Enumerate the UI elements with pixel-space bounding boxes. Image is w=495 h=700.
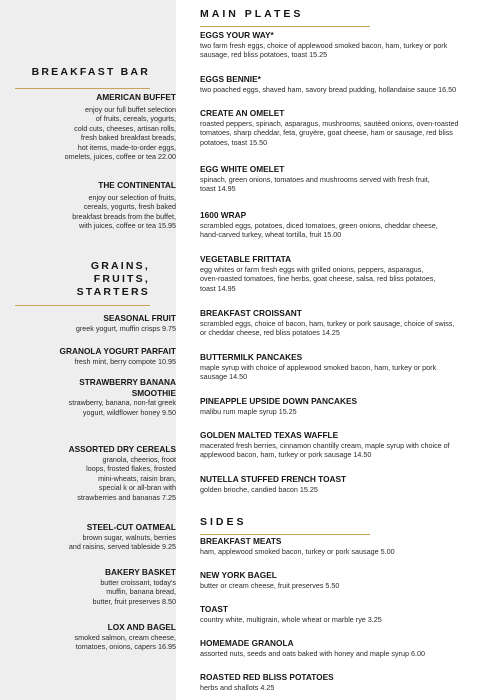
menu-item-egg-white-omelet	[176, 164, 495, 194]
grains-title-line: FRUITS,	[93, 273, 150, 285]
item-desc-line: scrambled eggs, potatoes, diced tomatoes, green onions, cheddar cheese,	[200, 220, 438, 230]
menu-item-eggs-your-way	[176, 30, 495, 60]
menu-item-strawberry-banana-smoothie	[0, 377, 203, 417]
menu-item-breakfast-croissant	[176, 308, 495, 338]
item-desc-line: applewood bacon, ham, turkey or pork sausage 14.50	[200, 450, 372, 459]
item-name: BUTTERMILK PANCAKES	[200, 352, 303, 362]
item-desc-line: cold cuts, cheeses, artisan rolls,	[74, 123, 176, 133]
item-desc-line: smoked salmon, cream cheese,	[74, 632, 176, 642]
item-desc-line: tomatoes, onions, capers 16.95	[75, 642, 176, 651]
item-desc-line: enjoy our full buffet selection	[85, 104, 176, 114]
menu-item-bakery-basket	[0, 567, 203, 606]
sides-section	[200, 516, 490, 535]
menu-item-granola-yogurt-parfait	[0, 346, 203, 366]
menu-item-the-continental	[0, 180, 203, 231]
item-desc-line: breakfast breads from the buffet,	[72, 211, 176, 221]
item-name: SEASONAL FRUIT	[103, 313, 176, 323]
item-desc-line: scrambled eggs, choice of bacon, ham, turkey or pork sausage, choice of swiss,	[200, 318, 455, 328]
item-name: NEW YORK BAGEL	[200, 570, 277, 580]
item-desc-line: of fruits, cereals, yogurts,	[95, 114, 176, 123]
item-desc-line: fresh baked breakfast breads,	[80, 133, 176, 142]
menu-item-1600-wrap	[176, 210, 495, 240]
item-desc-line: golden brioche, candied bacon 15.25	[200, 484, 318, 494]
menu-item-eggs-bennie	[176, 74, 495, 94]
item-desc-line: potatoes, toast 15.50	[200, 137, 268, 147]
item-desc-line: yogurt, wildflower honey 9.50	[82, 407, 176, 417]
menu-item-assorted-dry-cereals	[0, 444, 203, 502]
item-desc-line: roasted peppers, spinach, asparagus, mushrooms, sautéed onions, oven-roasted	[200, 118, 459, 128]
item-name: SMOOTHIE	[131, 387, 176, 398]
main-plates-section	[200, 8, 490, 27]
item-name: PINEAPPLE UPSIDE DOWN PANCAKES	[200, 396, 358, 406]
menu-item-american-buffet	[0, 92, 203, 162]
item-desc-line: ham, applewood smoked bacon, turkey or pork sausage 5.00	[200, 546, 395, 556]
item-desc-line: maple syrup with choice of applewood smoked bacon, ham, turkey or pork	[200, 362, 437, 372]
item-desc-line: strawberry, banana, non-fat greek	[68, 398, 176, 407]
menu-item-toast	[176, 604, 495, 624]
item-desc-line: egg whites or farm fresh eggs with grilled onions, peppers, asparagus,	[200, 264, 424, 274]
item-desc-line: sausage, red bliss potatoes, toast 15.25	[200, 50, 328, 59]
item-name: CREATE AN OMELET	[200, 108, 285, 118]
breakfast-bar-section	[0, 66, 176, 89]
item-desc-line: special k or all-bran with	[98, 483, 176, 492]
menu-item-breakfast-meats	[176, 536, 495, 556]
item-name: AMERICAN BUFFET	[96, 92, 176, 102]
breakfast-bar-divider	[15, 88, 150, 89]
item-name: BREAKFAST MEATS	[200, 536, 282, 546]
item-name: STRAWBERRY BANANA	[79, 377, 176, 387]
item-name: 1600 WRAP	[200, 210, 247, 220]
sides-title: SIDES	[200, 516, 247, 528]
right-column	[176, 0, 495, 700]
item-desc-line: herbs and shallots 4.25	[200, 682, 275, 692]
item-name: EGG WHITE OMELET	[200, 164, 285, 174]
item-desc-line: assorted nuts, seeds and oats baked with honey and maple syrup 6.00	[200, 648, 425, 658]
grains-title-line: STARTERS	[76, 286, 150, 298]
item-desc-line: butter croissant, today's	[100, 577, 176, 587]
item-desc-line: toast 14.95	[200, 184, 236, 193]
item-name: NUTELLA STUFFED FRENCH TOAST	[200, 474, 347, 484]
item-name: HOMEMADE GRANOLA	[200, 638, 294, 648]
item-desc-line: two farm fresh eggs, choice of applewood smoked bacon, ham, turkey or pork	[200, 40, 448, 50]
menu-item-vegetable-frittata	[176, 254, 495, 293]
menu-item-new-york-bagel	[176, 570, 495, 590]
menu-item-lox-and-bagel	[0, 622, 203, 652]
item-desc-line: hot items, made-to-order eggs,	[77, 142, 176, 152]
item-name: LOX AND BAGEL	[107, 622, 176, 632]
menu-item-golden-malted-texas-waffle	[176, 430, 495, 460]
menu-item-roasted-red-bliss-potatoes	[176, 672, 495, 692]
item-desc-line: mini-wheats, raisin bran,	[98, 473, 176, 483]
item-desc-line: malibu rum maple syrup 15.25	[200, 406, 297, 416]
main-plates-title: MAIN PLATES	[200, 8, 304, 20]
item-name: ROASTED RED BLISS POTATOES	[200, 672, 334, 682]
left-column	[0, 0, 176, 700]
item-desc-line: or cheddar cheese, red bliss potatoes 14.25	[200, 328, 340, 337]
item-name: STEEL-CUT OATMEAL	[86, 522, 176, 532]
item-desc-line: loops, frosted flakes, frosted	[86, 464, 176, 473]
item-desc-line: country white, multigrain, whole wheat or marble rye 3.25	[200, 614, 382, 624]
breakfast-bar-title: BREAKFAST BAR	[31, 66, 150, 78]
grains-section	[0, 260, 176, 306]
item-desc-line: greek yogurt, muffin crisps 9.75	[75, 323, 176, 333]
item-name: GRANOLA YOGURT PARFAIT	[59, 346, 176, 356]
item-desc-line: fresh mint, berry compote 10.95	[74, 356, 176, 366]
menu-item-seasonal-fruit	[0, 313, 203, 333]
main-plates-divider	[200, 26, 370, 27]
item-desc-line: muffin, banana bread,	[106, 587, 176, 596]
menu-item-create-an-omelet	[176, 108, 495, 147]
item-desc-line: oven-roasted tomatoes, fine herbs, goat cheese, salsa, red bliss potatoes,	[200, 274, 436, 283]
item-desc-line: with juices, coffee or tea 15.95	[79, 221, 176, 230]
item-desc-line: butter, fruit preserves 8.50	[92, 596, 176, 606]
item-desc-line: brown sugar, walnuts, berries	[82, 532, 176, 542]
item-name: EGGS YOUR WAY*	[200, 30, 274, 40]
item-desc-line: two poached eggs, shaved ham, savory bread pudding, hollandaise sauce 16.50	[200, 84, 457, 94]
item-desc-line: hand-carved turkey, wheat tortilla, fruit 15.00	[200, 230, 342, 239]
item-desc-line: enjoy our selection of fruits,	[88, 192, 176, 202]
item-desc-line: spinach, green onions, tomatoes and mushrooms served with fresh fruit,	[200, 174, 430, 184]
item-name: ASSORTED DRY CEREALS	[68, 444, 176, 454]
item-name: TOAST	[200, 604, 228, 614]
item-name: BAKERY BASKET	[105, 567, 176, 577]
menu-item-homemade-granola	[176, 638, 495, 658]
item-desc-line: tomatoes, sharp cheddar, feta, gruyère, goat cheese, ham or sausage, red bliss	[200, 128, 453, 137]
sides-divider	[200, 534, 370, 535]
item-desc-line: butter or cream cheese, fruit preserves 5.50	[200, 580, 340, 590]
item-desc-line: cereals, yogurts, fresh baked	[83, 202, 176, 211]
item-name: BREAKFAST CROISSANT	[200, 308, 302, 318]
menu-item-nutella-stuffed-french-toast	[176, 474, 495, 494]
menu-item-pineapple-upside-down-pancakes	[176, 396, 495, 416]
item-desc-line: macerated fresh berries, cinnamon chantilly cream, maple syrup with choice of	[200, 440, 450, 450]
item-desc-line: sausage 14.50	[200, 372, 248, 381]
item-name: THE CONTINENTAL	[98, 180, 176, 190]
menu-item-steel-cut-oatmeal	[0, 522, 203, 552]
item-desc-line: and raisins, served tableside 9.25	[68, 542, 176, 551]
item-desc-line: toast 14.95	[200, 283, 236, 293]
item-desc-line: strawberries and bananas 7.25	[77, 492, 176, 502]
grains-title-line: GRAINS,	[90, 260, 150, 272]
item-name: VEGETABLE FRITTATA	[200, 254, 292, 264]
grains-divider	[15, 305, 150, 306]
item-desc-line: granola, cheerios, froot	[102, 454, 176, 464]
item-desc-line: omelets, juices, coffee or tea 22.00	[64, 152, 176, 161]
item-name: GOLDEN MALTED TEXAS WAFFLE	[200, 430, 339, 440]
menu-item-buttermilk-pancakes	[176, 352, 495, 382]
item-name: EGGS BENNIE*	[200, 74, 261, 84]
